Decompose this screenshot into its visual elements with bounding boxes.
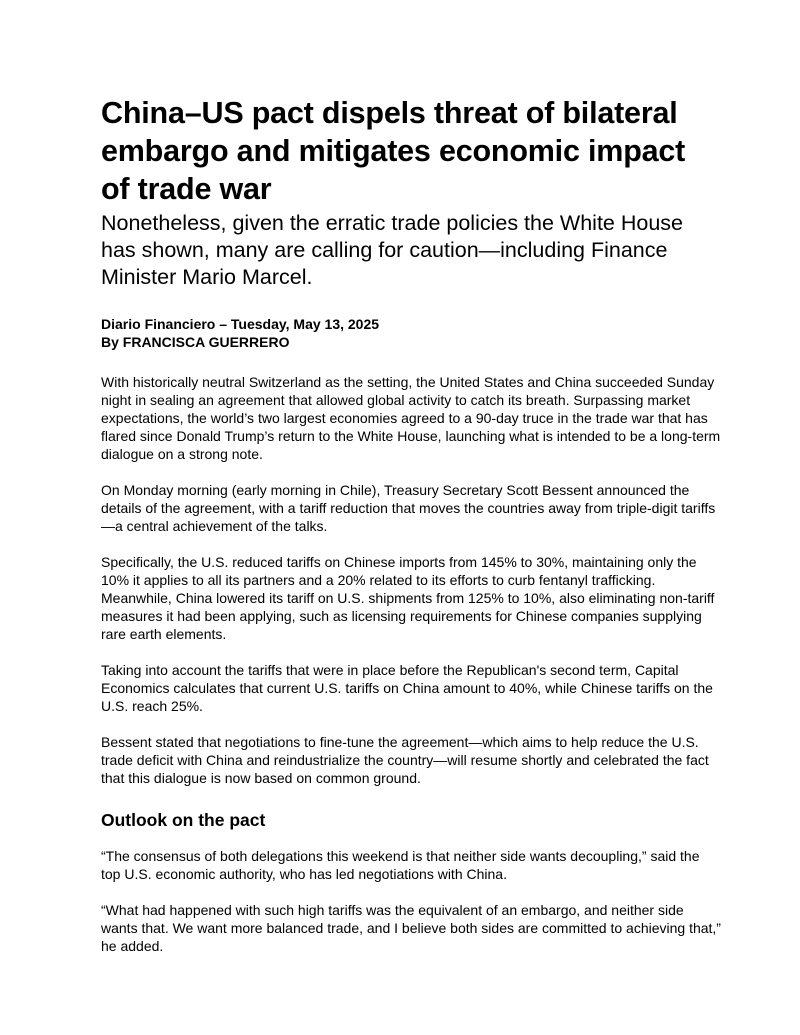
article-body [101, 373, 721, 955]
article-headline: China–US pact dispels threat of bilateral embargo and mitigates economic impact of trade war [101, 96, 686, 206]
article-page [101, 94, 721, 973]
author: By FRANCISCA GUERRERO [101, 334, 290, 350]
dateline: Diario Financiero – Tuesday, May 13, 2025 [101, 316, 380, 332]
article-subheadline: Nonetheless, given the erratic trade policies the White House has shown, many are calling for caution—including Finance Minister Mario Marcel. [101, 211, 684, 289]
byline [101, 315, 721, 351]
section-paragraph-1: “The consensus of both delegations this weekend is that neither side wants decoupling,” said the top U.S. economic authority, who has led negotiations with China. [101, 848, 700, 882]
paragraph-5: Bessent stated that negotiations to fine-tune the agreement—which aims to help reduce the U.S. trade deficit with China and reindustrialize the country—will resume shortly and celebrated the fact that this dialogue is now based on common ground. [101, 734, 709, 786]
paragraph-3: Specifically, the U.S. reduced tariffs on Chinese imports from 145% to 30%, maintaining only the 10% it applies to all its partners and a 20% related to its efforts to curb fentanyl trafficking. Meanwhile, China lowered its tariff on U.S. shipments from 125% to 10%, also eliminating non-tariff measures it had been applying, such as licensing requirements for Chinese companies supplying rare earth elements. [101, 554, 715, 642]
paragraph-4: Taking into account the tariffs that were in place before the Republican's second term, Capital Economics calculates that current U.S. tariffs on China amount to 40%, while Chinese tariffs on the U.S. reach 25%. [101, 662, 713, 714]
paragraph-2: On Monday morning (early morning in Chile), Treasury Secretary Scott Bessent announced the details of the agreement, with a tariff reduction that moves the countries away from triple-digit tariffs—a central achievement of the talks. [101, 482, 716, 534]
paragraph-1: With historically neutral Switzerland as the setting, the United States and China succeeded Sunday night in sealing an agreement that allowed global activity to catch its breath. Surpassing market expectations, the world’s two largest economies agreed to a 90-day truce in the trade war that has flared since Donald Trump’s return to the White House, launching what is intended to be a long-term dialogue on a strong note. [101, 374, 721, 462]
section-heading: Outlook on the pact [101, 810, 266, 830]
section-paragraph-2: “What had happened with such high tariffs was the equivalent of an embargo, and neither side wants that. We want more balanced trade, and I believe both sides are committed to achieving that,” he added. [101, 902, 721, 954]
